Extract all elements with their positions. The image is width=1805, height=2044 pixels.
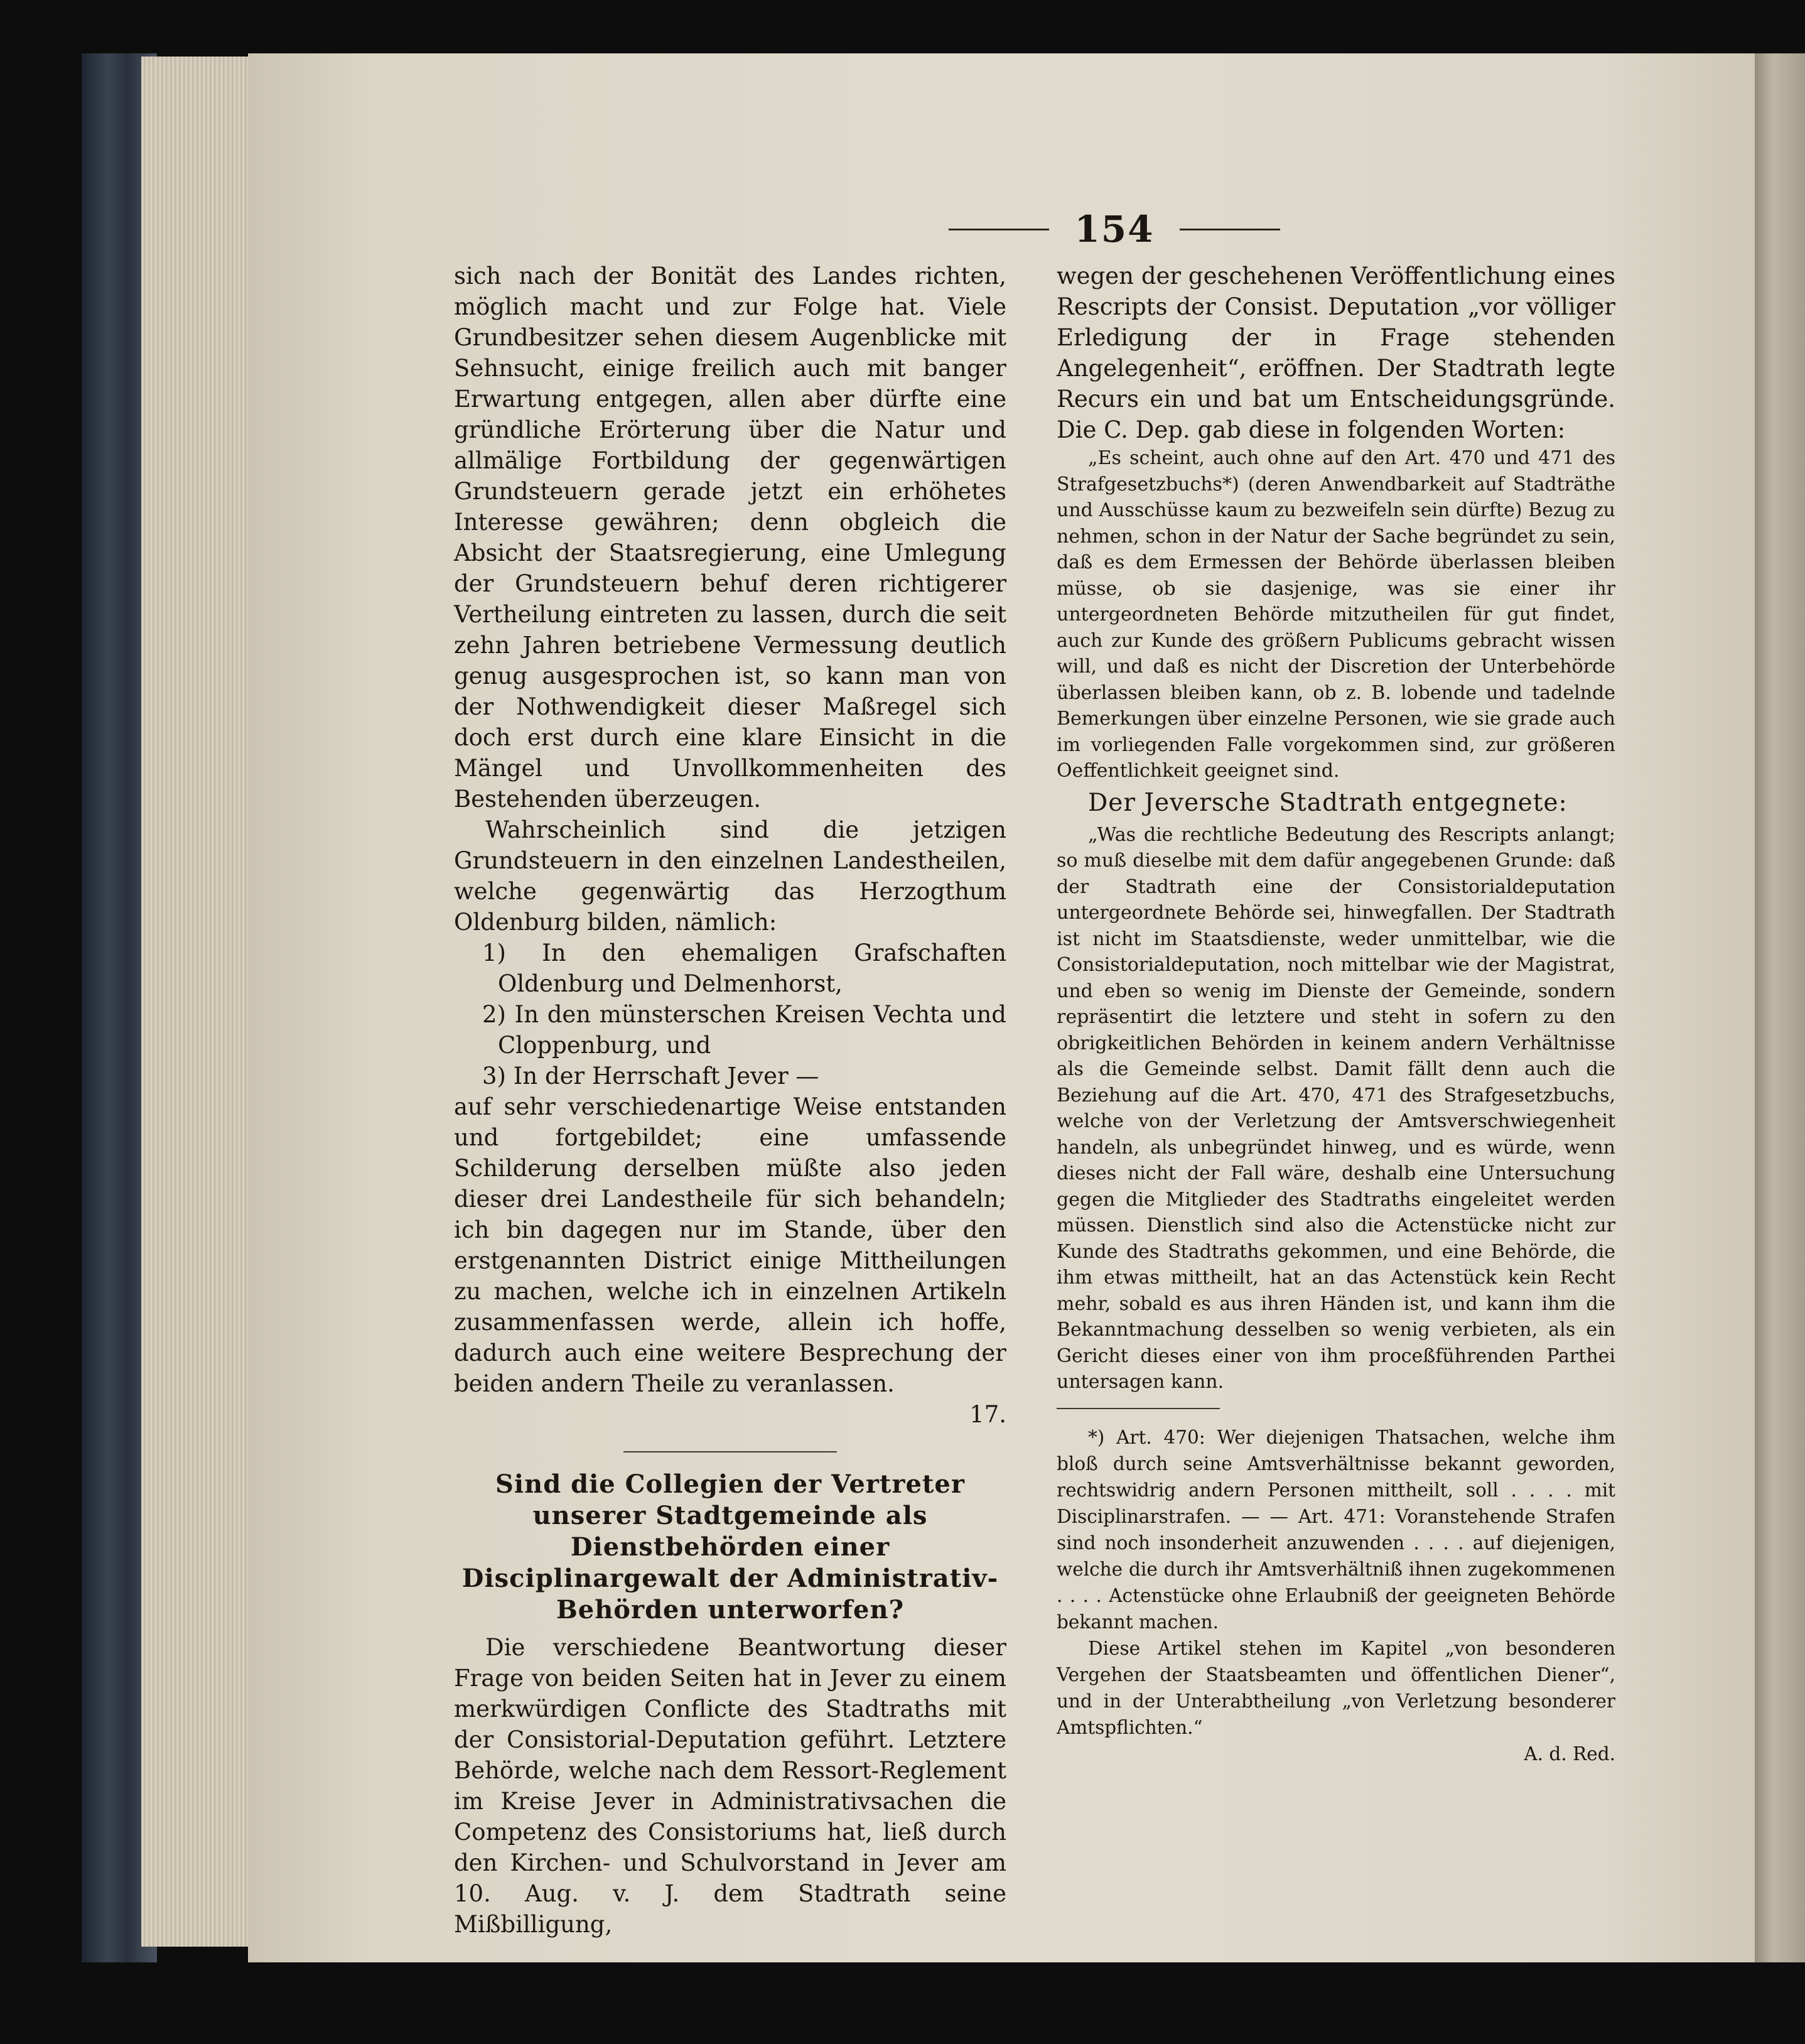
list-item: 3) In der Herrschaft Jever — — [482, 1063, 819, 1090]
book-page — [248, 53, 1755, 1962]
header-rule-right — [1180, 229, 1280, 230]
footnote: Diese Artikel stehen im Kapitel „von besonderen Vergehen der Staatsbeamten und öffentlichen Diener“, und in der Unterabtheilung „von Verletzung besonderer Amtspflichten.“ — [1057, 1637, 1615, 1738]
right-column — [1057, 261, 1615, 1767]
article-separator — [623, 1451, 837, 1452]
paragraph: wegen der geschehenen Veröffentlichung eines Rescripts der Consist. Deputation „vor völliger Erledigung der in Frage stehenden Angelegenheit“, eröffnen. Der Stadtrath legte Recurs ein und bat um Entscheidungsgründe. Die C. Dep. gab diese in folgenden Worten: — [1057, 262, 1615, 443]
facing-page-edge — [1752, 53, 1805, 1962]
left-column — [454, 261, 1006, 1940]
page-number: 154 — [1074, 208, 1155, 251]
list-item: 2) In den münsterschen Kreisen Vechta und Cloppenburg, und — [482, 1001, 1006, 1059]
page-header — [876, 204, 1353, 254]
list-item: 1) In den ehemaligen Grafschaften Oldenburg und Delmenhorst, — [482, 939, 1006, 997]
quotation: „Es scheint, auch ohne auf den Art. 470 und 471 des Strafgesetzbuchs*) (deren Anwendbarkeit auf Stadträthe und Ausschüsse kaum zu bezweifeln sein dürfte) Bezug zu nehmen, schon in der Natur der Sache begründet zu sein, daß es dem Ermessen der Behörde überlassen bleiben müsse, ob sie dasjenige, was sie einer ihr untergeordneten Behörde mitzutheilen für gut findet, auch zur Kunde des größern Publicums gebracht wissen will, und daß es nicht der Discretion der Unterbehörde überlassen bleiben kann, ob z. B. lobende und tadelnde Bemerkungen über einzelne Personen, wie sie grade auch im vorliegenden Falle vorgekommen sind, zur größeren Oeffentlichkeit geeignet sind. — [1057, 447, 1615, 782]
quotation: „Was die rechtliche Bedeutung des Rescripts anlangt; so muß dieselbe mit dem dafür angegebenen Grunde: daß der Stadtrath eine der Consistorialdeputation untergeordnete Behörde sei, hinwegfallen. Der Stadtrath ist nicht im Staatsdienste, weder unmittelbar, wie die Consistorialdeputation, noch mittelbar wie der Magistrat, und eben so wenig im Dienste der Gemeinde, sondern repräsentirt die letztere und steht in sofern zu den obrigkeitlichen Behörden in keinem andern Verhältnisse als die Gemeinde selbst. Damit fällt denn auch die Beziehung auf die Art. 470, 471 des Strafgesetzbuchs, welche von der Verletzung der Amtsverschwiegenheit handeln, als unbegründet hinweg, und es würde, wenn dieses nicht der Fall wäre, deshalb eine Untersuchung gegen die Mitglieder des Stadtraths eingeleitet werden müssen. Dienstlich sind also die Actenstücke nicht zur Kunde des Stadtraths gekommen, und eine Behörde, die ihm etwas mittheilt, hat an das Actenstück kein Recht mehr, sobald es aus ihren Händen ist, und kann ihm die Bekanntmachung desselben so wenig verbieten, als ein Gericht dieses einer von ihm proceßführenden Parthei untersagen kann. — [1057, 823, 1615, 1393]
paragraph: Wahrscheinlich sind die jetzigen Grundsteuern in den einzelnen Landestheilen, welche gegenwärtig das Herzogthum Oldenburg bilden, nämlich: — [454, 816, 1006, 936]
article-signature: 17. — [969, 1401, 1006, 1428]
page-edges — [141, 57, 254, 1947]
footnote: *) Art. 470: Wer diejenigen Thatsachen, welche ihm bloß durch seine Amtsverhältnisse bekannt geworden, rechtswidrig andern Personen mittheilt, soll . . . . mit Disciplinarstrafen. — — Art. 471: Voranstehende Strafen sind noch insonderheit anzuwenden . . . . auf diejenigen, welche die durch ihr Amtsverhältniß ihnen zugekommenen . . . . Actenstücke ohne Erlaubniß der geeigneten Behörde bekannt machen. — [1057, 1426, 1615, 1633]
subheading: Der Jeversche Stadtrath entgegnete: — [1088, 788, 1568, 817]
paragraph: Die verschiedene Beantwortung dieser Frage von beiden Seiten hat in Jever zu einem merkwürdigen Conflicte des Stadtraths mit der Consistorial-Deputation geführt. Letztere Behörde, welche nach dem Ressort-Reglement im Kreise Jever in Administrativsachen die Competenz des Consistoriums hat, ließ durch den Kirchen- und Schulvorstand in Jever am 10. Aug. v. J. dem Stadtrath seine Mißbilligung, — [454, 1634, 1006, 1938]
paragraph: auf sehr verschiedenartige Weise entstanden und fortgebildet; eine umfassende Schilderung derselben müßte also jeden dieser drei Landestheile für sich behandeln; ich bin dagegen nur im Stande, über den erstgenannten District einige Mittheilungen zu machen, welche ich in einzelnen Artikeln zusammenfassen werde, allein ich hoffe, dadurch auch eine weitere Besprechung der beiden andern Theile zu veranlassen. — [454, 1093, 1006, 1397]
article-heading: Sind die Collegien der Vertreter unserer Stadtgemeinde als Dienstbehörden einer Disciplinargewalt der Administrativ-Behörden unterworfen? — [461, 1469, 999, 1625]
footnote-signature: A. d. Red. — [1524, 1743, 1615, 1765]
header-rule-left — [949, 229, 1049, 230]
footnote-separator — [1057, 1408, 1220, 1409]
paragraph: sich nach der Bonität des Landes richten, möglich macht und zur Folge hat. Viele Grundbesitzer sehen diesem Augenblicke mit Sehnsucht, einige freilich auch mit banger Erwartung entgegen, allen aber dürfte eine gründliche Erörterung über die Natur und allmälige Fortbildung der gegenwärtigen Grundsteuern gerade jetzt ein erhöhetes Interesse gewähren; denn obgleich die Absicht der Staatsregierung, eine Umlegung der Grundsteuern behuf deren richtigerer Vertheilung eintreten zu lassen, durch die seit zehn Jahren betriebene Vermessung deutlich genug ausgesprochen ist, so kann man von der Nothwendigkeit dieser Maßregel sich doch erst durch eine klare Einsicht in die Mängel und Unvollkommenheiten des Bestehenden überzeugen. — [454, 262, 1006, 813]
